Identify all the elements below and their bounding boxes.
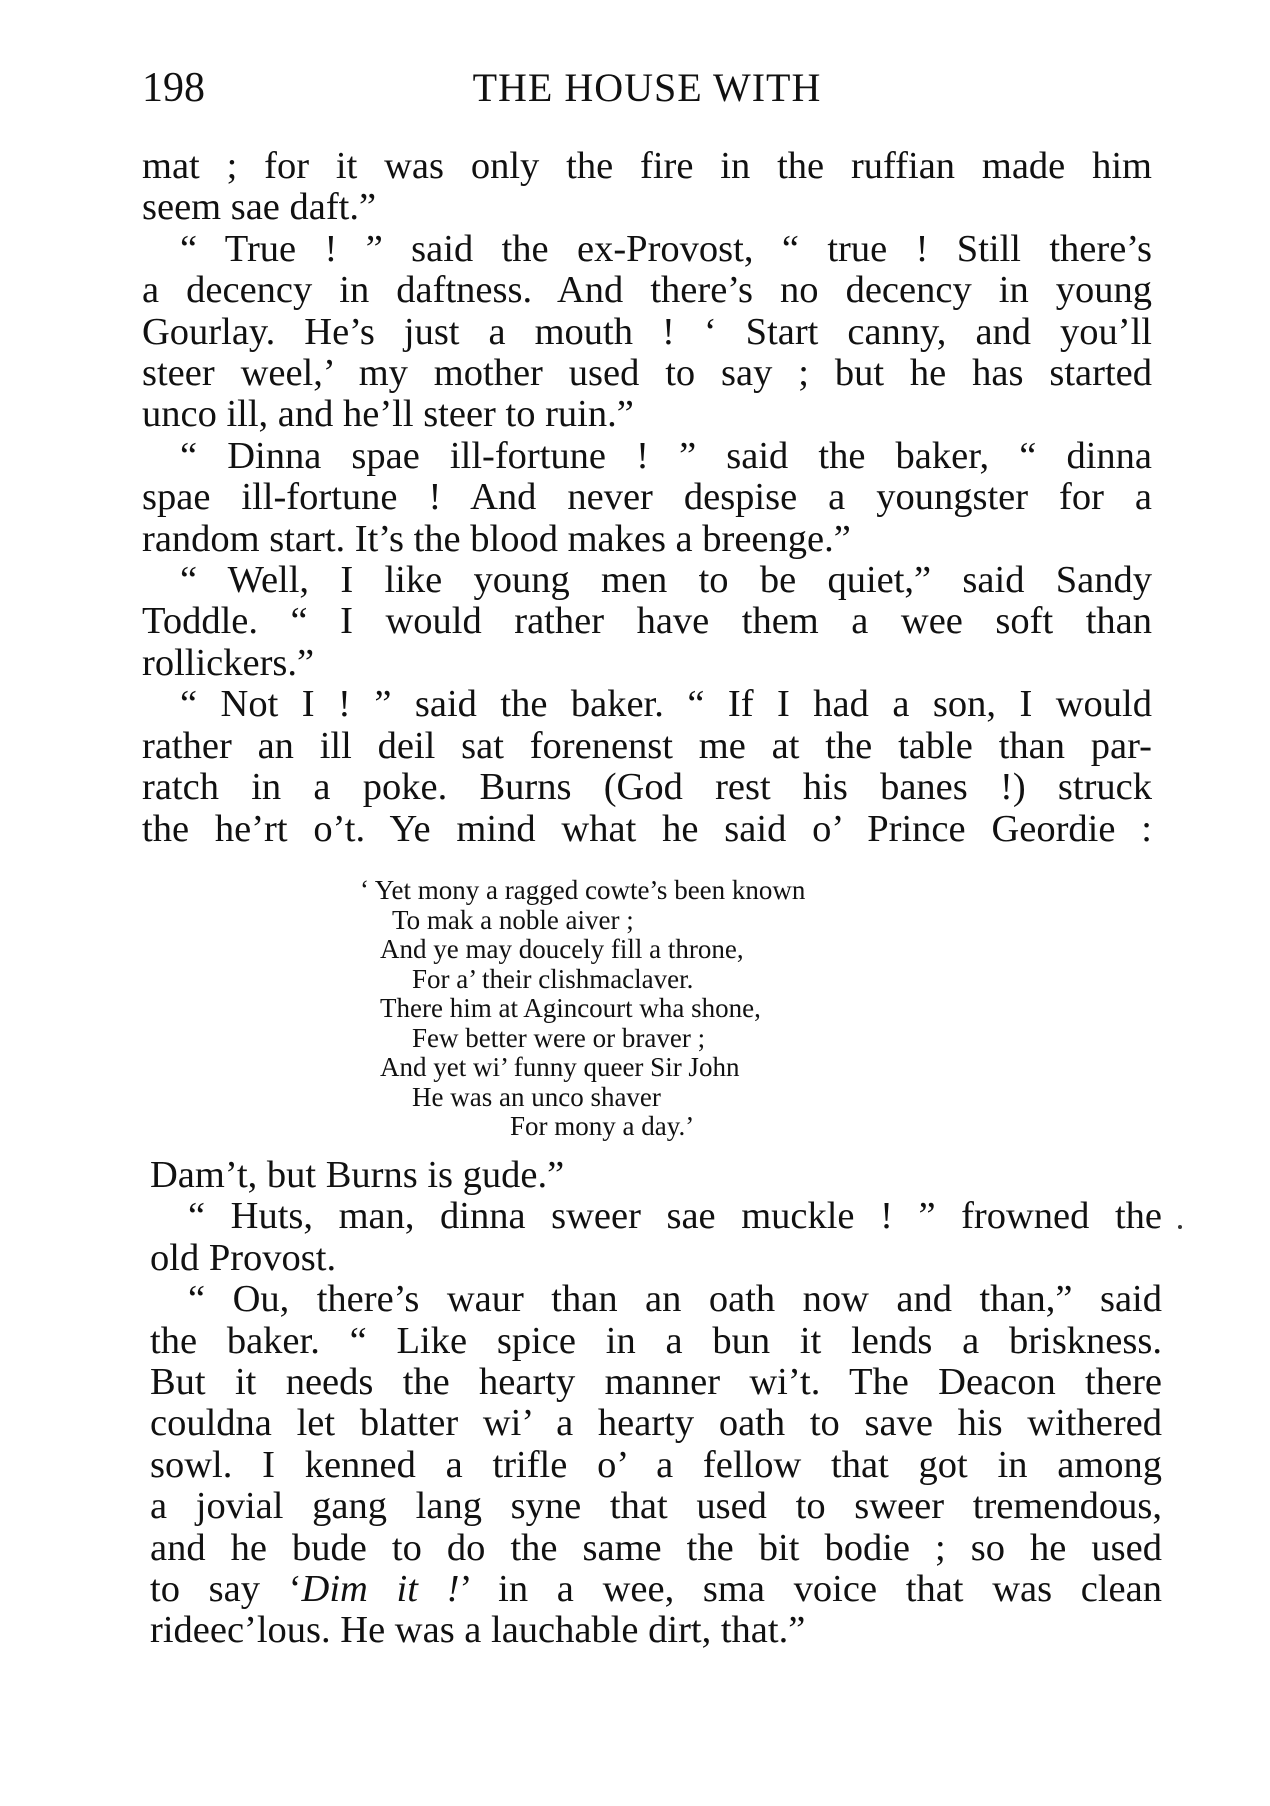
text-line: “ Not I ! ” said the baker. “ If I had a son, I would xyxy=(180,683,1152,726)
text-line: But it needs the hearty manner wi’t. The Deacon there xyxy=(150,1361,1162,1404)
text-line: steer weel,’ my mother used to say ; but he has started xyxy=(142,352,1152,395)
text-line: seem sae daft.” xyxy=(142,186,377,229)
verse-line: For a’ their clishmaclaver. xyxy=(412,963,694,994)
text-line: unco ill, and he’ll steer to ruin.” xyxy=(142,393,634,436)
text-line: couldna let blatter wi’ a hearty oath to save his withered xyxy=(150,1402,1162,1445)
text-line: Dam’t, but Burns is gude.” xyxy=(150,1154,565,1196)
text-line: ratch in a poke. Burns (God rest his banes !) struck xyxy=(142,766,1152,809)
text-line: and he bude to do the same the bit bodie ; so he used xyxy=(150,1526,1162,1569)
text-line: Gourlay. He’s just a mouth ! ‘ Start canny, and you’ll xyxy=(142,310,1152,353)
body-text-upper xyxy=(142,146,1152,850)
text-fragment: ’ in a wee, sma voice that was clean xyxy=(459,1568,1162,1611)
verse-line: And yet wi’ funny queer Sir John xyxy=(380,1052,740,1082)
text-line: rather an ill deil sat forenenst me at the table than par- xyxy=(142,724,1152,767)
page-number: 198 xyxy=(142,65,205,111)
verse-line: Few better were or braver ; xyxy=(412,1022,706,1053)
running-head xyxy=(142,58,1152,118)
text-line: “ Well, I like young men to be quiet,” said Sandy xyxy=(180,559,1152,602)
text-line: “ Ou, there’s waur than an oath now and than,” said xyxy=(188,1278,1162,1321)
text-line: the baker. “ Like spice in a bun it lends a briskness. xyxy=(150,1319,1162,1362)
text-line: the he’rt o’t. Ye mind what he said o’ Prince Geordie : xyxy=(142,807,1152,850)
verse-line: For mony a day.’ xyxy=(510,1111,695,1141)
text-line: “ Huts, man, dinna sweer sae muckle ! ” frowned the xyxy=(188,1195,1162,1238)
text-line: old Provost. xyxy=(150,1236,337,1279)
text-line: spae ill-fortune ! And never despise a youngster for a xyxy=(142,476,1152,519)
verse-line: ‘ Yet mony a ragged cowte’s been known xyxy=(360,875,806,905)
italic-phrase: Dim it ! xyxy=(301,1568,460,1611)
text-line: random start. It’s the blood makes a breenge.” xyxy=(142,517,851,560)
verse-line: To mak a noble aiver ; xyxy=(392,904,634,935)
text-line: a jovial gang lang syne that used to sweer tremendous, xyxy=(150,1485,1162,1528)
text-line-with-italic xyxy=(150,1569,1162,1610)
text-line: rideec’lous. He was a lauchable dirt, that.” xyxy=(150,1609,806,1652)
running-title: THE HOUSE WITH xyxy=(472,65,822,110)
verse-line: And ye may doucely fill a throne, xyxy=(380,934,744,964)
text-line: “ Dinna spae ill-fortune ! ” said the baker, “ dinna xyxy=(180,434,1152,477)
text-line: Toddle. “ I would rather have them a wee soft than xyxy=(142,600,1152,643)
text-line: mat ; for it was only the fire in the ruffian made him xyxy=(142,145,1152,187)
body-text-lower xyxy=(150,1155,1162,1652)
text-line: “ True ! ” said the ex-Provost, “ true ! Still there’s xyxy=(180,227,1152,270)
margin-speck xyxy=(1178,1225,1182,1229)
verse-line: There him at Agincourt wha shone, xyxy=(380,993,761,1023)
text-line: a decency in daftness. And there’s no decency in young xyxy=(142,269,1152,312)
text-fragment: to say ‘ xyxy=(150,1568,302,1611)
text-line: sowl. I kenned a trifle o’ a fellow that got in among xyxy=(150,1443,1162,1486)
text-line: rollickers.” xyxy=(142,641,315,684)
verse-quotation xyxy=(360,876,980,1142)
verse-line: He was an unco shaver xyxy=(412,1081,661,1112)
